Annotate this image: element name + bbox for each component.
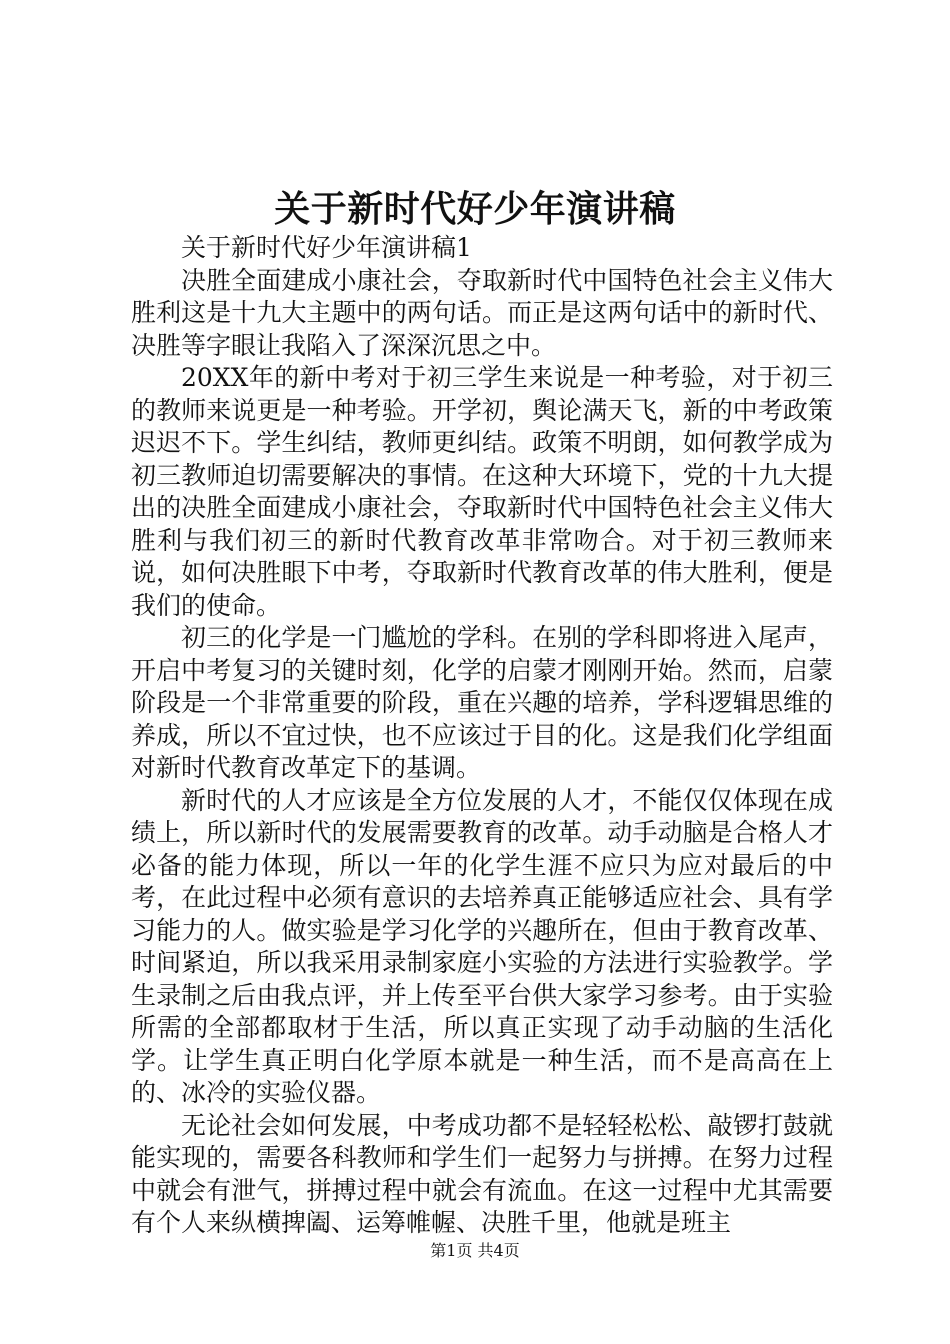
paragraph: 初三的化学是一门尴尬的学科。在别的学科即将进入尾声，开启中考复习的关键时刻，化学的启蒙才刚刚开始。然而，启蒙阶段是一个非常重要的阶段，重在兴趣的培养，学科逻辑思维的养成，所以不宜过快，也不应该过于目的化。这是我们化学组面对新时代教育改革定下的基调。 bbox=[131, 623, 833, 782]
subtitle-line: 关于新时代好少年演讲稿1 bbox=[181, 233, 472, 262]
paragraph: 决胜全面建成小康社会，夺取新时代中国特色社会主义伟大胜利这是十九大主题中的两句话。而正是这两句话中的新时代、决胜等字眼让我陷入了深深沉思之中。 bbox=[131, 265, 833, 360]
document-title: 关于新时代好少年演讲稿 bbox=[274, 188, 676, 230]
paragraph: 新时代的人才应该是全方位发展的人才，不能仅仅体现在成绩上，所以新时代的发展需要教育的改革。动手动脑是合格人才必备的能力体现，所以一年的化学生涯不应只为应对最后的中考，在此过程中必须有意识的去培养真正能够适应社会、具有学习能力的人。做实验是学习化学的兴趣所在，但由于教育改革、时间紧迫，所以我采用录制家庭小实验的方法进行实验教学。学生录制之后由我点评，并上传至平台供大家学习参考。由于实验所需的全部都取材于生活，所以真正实现了动手动脑的生活化学。让学生真正明白化学原本就是一种生活，而不是高高在上的、冰冷的实验仪器。 bbox=[131, 785, 833, 1107]
paragraph: 无论社会如何发展，中考成功都不是轻轻松松、敲锣打鼓就能实现的，需要各科教师和学生们一起努力与拼搏。在努力过程中就会有泄气，拼搏过程中就会有流血。在这一过程中尤其需要有个人来纵横捭阖、运筹帷幄、决胜千里，他就是班主 bbox=[131, 1110, 833, 1237]
document-body bbox=[131, 232, 833, 1240]
paragraph: 20XX年的新中考对于初三学生来说是一种考验，对于初三的教师来说更是一种考验。开学初，舆论满天飞，新的中考政策迟迟不下。学生纠结，教师更纠结。政策不明朗，如何教学成为初三教师迫切需要解决的事情。在这种大环境下，党的十九大提出的决胜全面建成小康社会，夺取新时代中国特色社会主义伟大胜利与我们初三的新时代教育改革非常吻合。对于初三教师来说，如何决胜眼下中考，夺取新时代教育改革的伟大胜利，便是我们的使命。 bbox=[131, 363, 833, 620]
page-number-footer: 第1页 共4页 bbox=[430, 1241, 520, 1260]
